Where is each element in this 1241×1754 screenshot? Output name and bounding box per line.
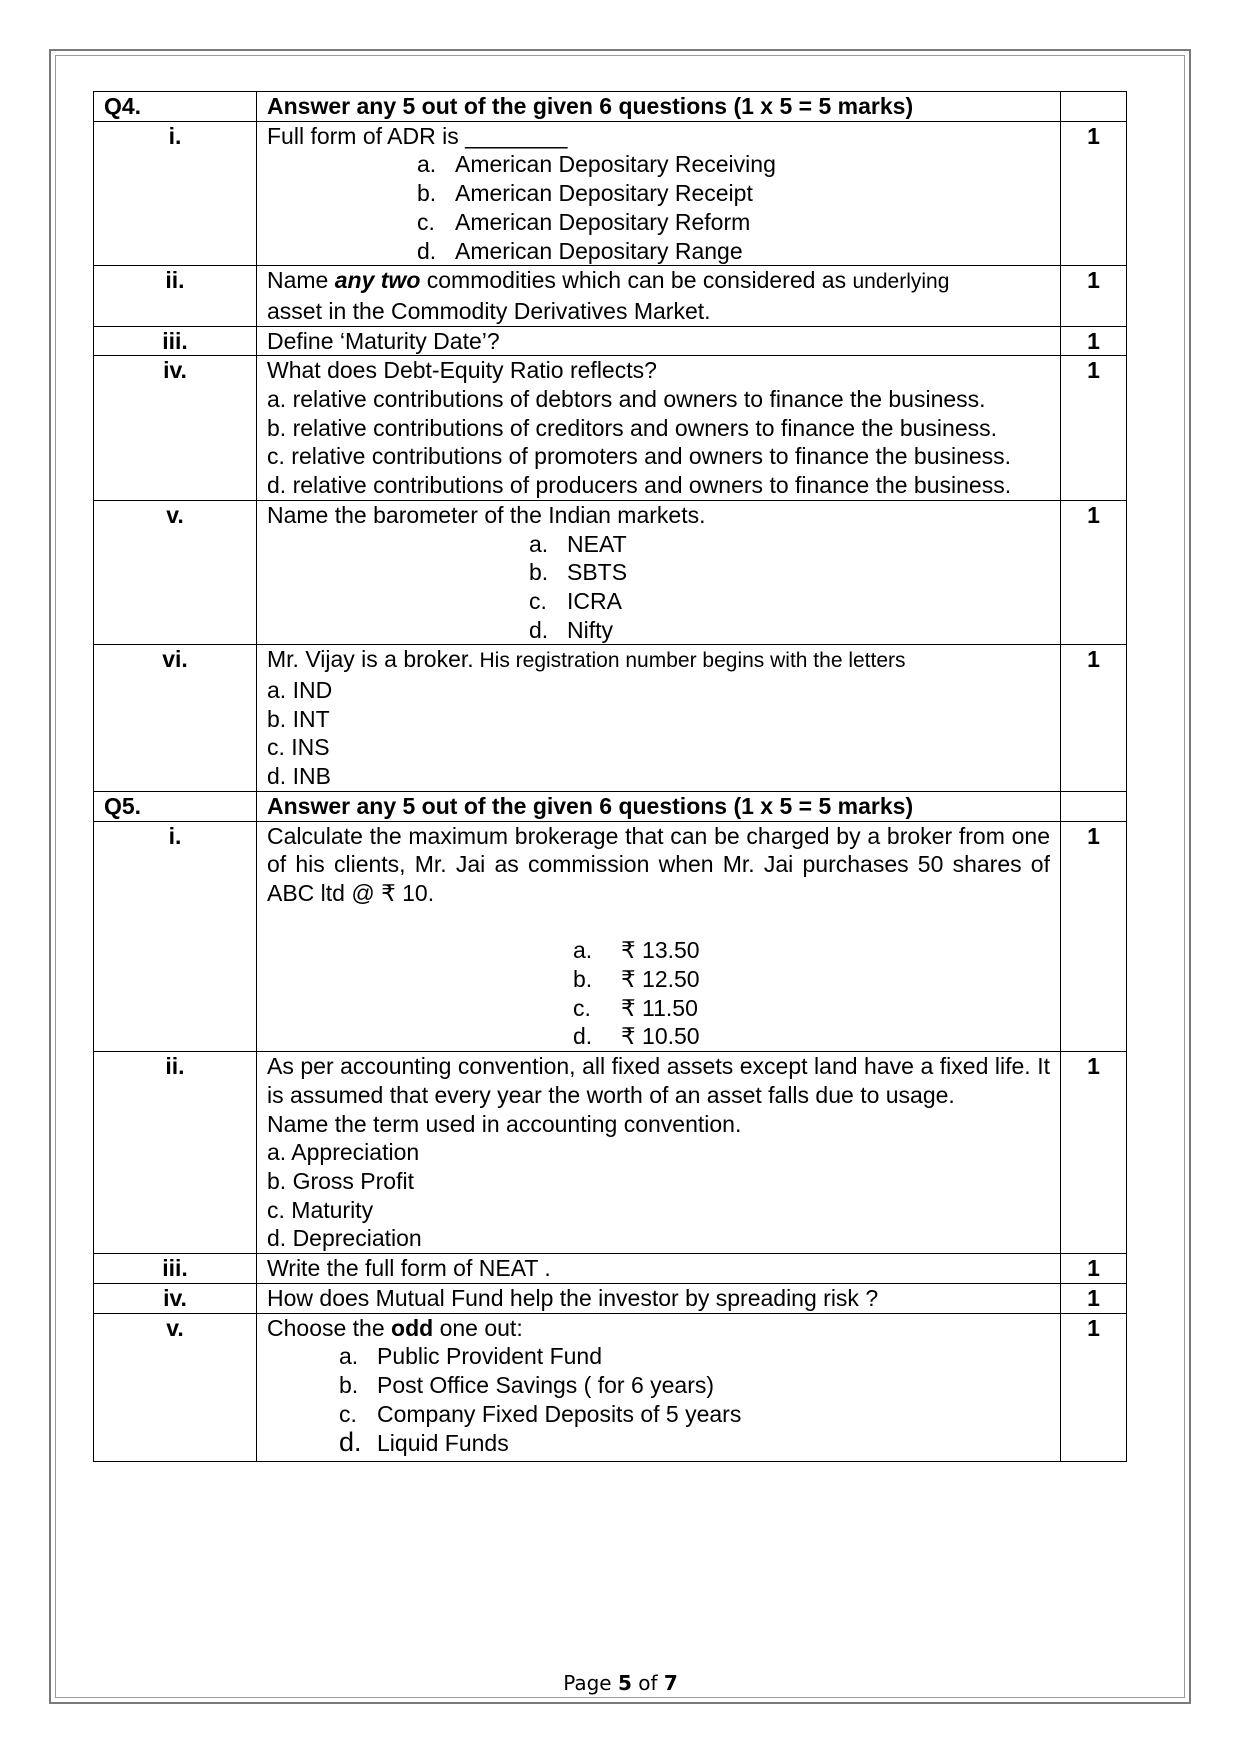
- question-number: iv.: [94, 356, 257, 501]
- question-text: As per accounting convention, all fixed assets except land have a fixed life. It is assumed that every year the worth of an asset falls due to usage.: [267, 1053, 1050, 1108]
- question-number: v.: [94, 1313, 257, 1462]
- question-marks: 1: [1061, 645, 1127, 792]
- option: c. American Depositary Reform: [417, 208, 751, 235]
- question-row: [94, 1052, 1127, 1254]
- question-text: Calculate the maximum brokerage that can be charged by a broker from one of his clients, Mr. Jai as commission when Mr. Jai purchases 50 shares of ABC ltd @ ₹ 10.: [267, 822, 1050, 906]
- question-row: [94, 326, 1127, 356]
- option: b. relative contributions of creditors and owners to finance the business.: [267, 414, 998, 441]
- question-marks: 1: [1061, 1052, 1127, 1254]
- section-heading: Answer any 5 out of the given 6 questions (1 x 5 = 5 marks): [257, 791, 1061, 821]
- option: c. ₹ 11.50: [573, 994, 698, 1021]
- option: a. American Depositary Receiving: [417, 151, 776, 178]
- option: c. relative contributions of promoters and owners to finance the business.: [267, 443, 1012, 470]
- option: a. ₹ 13.50: [573, 937, 700, 964]
- page-footer: Page 5 of 7: [563, 1671, 678, 1695]
- section-label: Q5.: [94, 791, 257, 821]
- question-number: i.: [94, 821, 257, 1052]
- question-table: [93, 91, 1127, 1462]
- section-header-q5: [94, 791, 1127, 821]
- question-body: [257, 1313, 1061, 1462]
- option: b. INT: [267, 705, 330, 732]
- option: b. American Depositary Receipt: [417, 180, 753, 207]
- question-body: Name any two commodities which can be considered as underlying asset in the Commodity Derivatives Market.: [257, 266, 1061, 326]
- question-body: [257, 500, 1061, 645]
- option: d. Depreciation: [267, 1225, 422, 1252]
- section-heading: Answer any 5 out of the given 6 questions (1 x 5 = 5 marks): [257, 92, 1061, 122]
- question-text: Name any two commodities which can be considered as underlying: [267, 267, 950, 294]
- question-row: [94, 121, 1127, 266]
- question-row: [94, 266, 1127, 326]
- option: d. ₹ 10.50: [573, 1023, 700, 1050]
- question-body: [257, 356, 1061, 501]
- question-row: [94, 356, 1127, 501]
- option-list: [267, 1342, 1050, 1458]
- option: b. ₹ 12.50: [573, 966, 700, 993]
- option: c. Company Fixed Deposits of 5 years: [339, 1400, 742, 1427]
- question-body: [257, 645, 1061, 792]
- question-number: ii.: [94, 1052, 257, 1254]
- option-list: [267, 150, 1050, 265]
- question-number: ii.: [94, 266, 257, 326]
- option: a. Public Provident Fund: [339, 1343, 603, 1370]
- question-number: vi.: [94, 645, 257, 792]
- option: a. Appreciation: [267, 1139, 420, 1166]
- option: a. relative contributions of debtors and owners to finance the business.: [267, 386, 986, 413]
- question-number: iii.: [94, 326, 257, 356]
- question-number: v.: [94, 500, 257, 645]
- option: c. Maturity: [267, 1196, 374, 1223]
- option: b. SBTS: [529, 559, 628, 586]
- option: d. relative contributions of producers and owners to finance the business.: [267, 472, 1012, 499]
- question-marks: 1: [1061, 1313, 1127, 1462]
- question-text: Write the full form of NEAT .: [257, 1254, 1061, 1284]
- option-list: [267, 530, 1050, 645]
- option: b. Gross Profit: [267, 1168, 414, 1194]
- option: d. American Depositary Range: [417, 237, 743, 264]
- question-text: Choose the odd one out:: [267, 1314, 523, 1341]
- question-marks: 1: [1061, 1283, 1127, 1313]
- question-body: [257, 821, 1061, 1052]
- question-row: [94, 821, 1127, 1052]
- section-header-q4: [94, 92, 1127, 122]
- question-row: [94, 500, 1127, 645]
- question-marks: 1: [1061, 500, 1127, 645]
- option: d. Nifty: [529, 616, 613, 643]
- question-row: [94, 1313, 1127, 1462]
- option: d. INB: [267, 763, 331, 790]
- question-text: Define ‘Maturity Date’?: [257, 326, 1061, 356]
- question-body: [257, 121, 1061, 266]
- question-row: [94, 1283, 1127, 1313]
- option: a. NEAT: [529, 530, 627, 557]
- question-text: Name the barometer of the Indian markets.: [267, 501, 706, 528]
- question-prompt: Name the term used in accounting convention.: [267, 1110, 742, 1137]
- option: c. ICRA: [529, 587, 622, 614]
- question-text: Mr. Vijay is a broker. His registration number begins with the letters: [267, 646, 906, 673]
- question-marks: 1: [1061, 121, 1127, 266]
- question-marks: 1: [1061, 326, 1127, 356]
- option: a. IND: [267, 677, 333, 704]
- question-text: What does Debt-Equity Ratio reflects?: [267, 357, 657, 384]
- question-number: iv.: [94, 1283, 257, 1313]
- question-body: [257, 1052, 1061, 1254]
- question-marks: 1: [1061, 821, 1127, 1052]
- option: d. Liquid Funds: [339, 1427, 509, 1458]
- question-row: [94, 645, 1127, 792]
- question-number: i.: [94, 121, 257, 266]
- total-page-number: 7: [663, 1671, 678, 1695]
- question-marks: 1: [1061, 356, 1127, 501]
- question-text: Full form of ADR is ________: [267, 122, 568, 149]
- question-marks: 1: [1061, 1254, 1127, 1284]
- question-row: [94, 1254, 1127, 1284]
- question-marks: 1: [1061, 266, 1127, 326]
- section-label: Q4.: [94, 92, 257, 122]
- question-number: iii.: [94, 1254, 257, 1284]
- option: c. INS: [267, 734, 330, 761]
- current-page-number: 5: [617, 1671, 632, 1695]
- option: b. Post Office Savings ( for 6 years): [339, 1371, 715, 1398]
- question-text: How does Mutual Fund help the investor by spreading risk ?: [257, 1283, 1061, 1313]
- option-list: [267, 936, 1050, 1051]
